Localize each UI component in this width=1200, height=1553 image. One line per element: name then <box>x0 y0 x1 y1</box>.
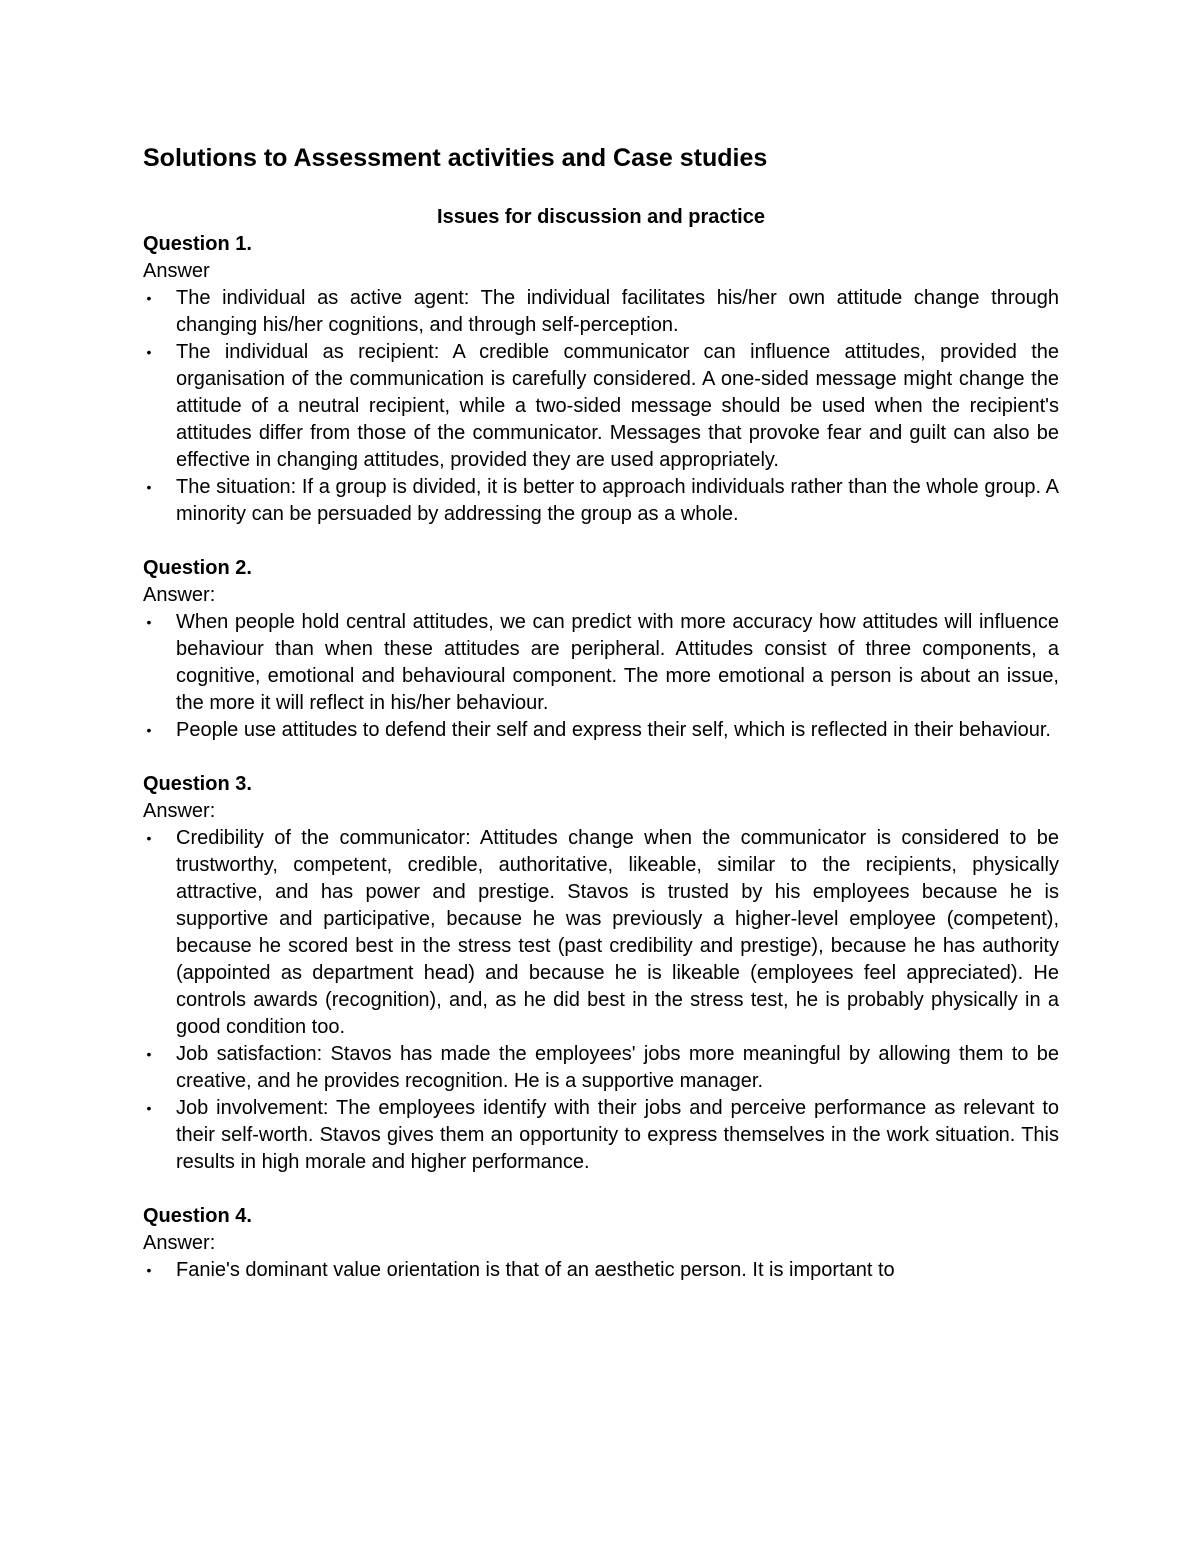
question-heading: Question 1. <box>143 233 252 255</box>
bullet-text: Job involvement: The employees identify with their jobs and perceive performance as relevant to their self-worth. Stavos gives them an opportunity to express themselves in the work situation. This results in high morale and higher performance. <box>176 1097 1059 1173</box>
question-2 <box>143 555 1059 744</box>
bullet-icon: • <box>146 479 152 495</box>
answer-label: Answer: <box>143 800 216 822</box>
bullet-icon: • <box>146 1262 152 1278</box>
answer-bullet <box>143 285 1059 339</box>
bullet-text: The individual as active agent: The individual facilitates his/her own attitude change through changing his/her cognitions, and through self-perception. <box>176 287 1059 336</box>
answer-bullet <box>143 474 1059 528</box>
bullet-icon: • <box>146 830 152 846</box>
answer-label: Answer <box>143 260 210 282</box>
question-3 <box>143 771 1059 1176</box>
answer-bullet <box>143 825 1059 1041</box>
answer-label: Answer: <box>143 584 216 606</box>
bullet-text: The situation: If a group is divided, it is better to approach individuals rather than the whole group. A minority can be persuaded by addressing the group as a whole. <box>176 476 1059 525</box>
bullet-icon: • <box>146 1046 152 1062</box>
bullet-icon: • <box>146 722 152 738</box>
bullet-icon: • <box>146 344 152 360</box>
answer-bullet <box>143 1041 1059 1095</box>
bullet-icon: • <box>146 614 152 630</box>
paragraph-spacer <box>143 744 1059 771</box>
answer-label: Answer: <box>143 1232 216 1254</box>
bullet-text: When people hold central attitudes, we can predict with more accuracy how attitudes will influence behaviour than when these attitudes are peripheral. Attitudes consist of three components, a cognitive, emotional and behavioural component. The more emotional a person is about an issue, the more it will reflect in his/her behaviour. <box>176 611 1059 714</box>
paragraph-spacer <box>143 1176 1059 1203</box>
answer-bullet <box>143 339 1059 474</box>
answer-list <box>143 285 1059 528</box>
question-heading: Question 3. <box>143 773 252 795</box>
answer-list <box>143 609 1059 744</box>
question-1 <box>143 231 1059 528</box>
bullet-icon: • <box>146 290 152 306</box>
section-subtitle: Issues for discussion and practice <box>437 206 765 228</box>
document-page <box>143 140 1059 1284</box>
bullet-text: Job satisfaction: Stavos has made the employees' jobs more meaningful by allowing them to be creative, and he provides recognition. He is a supportive manager. <box>176 1043 1059 1092</box>
paragraph-spacer <box>143 528 1059 555</box>
bullet-text: The individual as recipient: A credible communicator can influence attitudes, provided the organisation of the communication is carefully considered. A one-sided message might change the attitude of a neutral recipient, while a two-sided message should be used when the recipient's attitudes differ from those of the communicator. Messages that provoke fear and guilt can also be effective in changing attitudes, provided they are used appropriately. <box>176 341 1059 471</box>
bullet-text: Credibility of the communicator: Attitudes change when the communicator is considered to be trustworthy, competent, credible, authoritative, likeable, similar to the recipients, physically attractive, and has power and prestige. Stavos is trusted by his employees because he is supportive and participative, because he was previously a higher-level employee (competent), because he scored best in the stress test (past credibility and prestige), because he has authority (appointed as department head) and because he is likeable (employees feel appreciated). He controls awards (recognition), and, as he did best in the stress test, he is probably physically in a good condition too. <box>176 827 1059 1038</box>
answer-bullet <box>143 1257 1059 1284</box>
bullet-text: People use attitudes to defend their self and express their self, which is reflected in their behaviour. <box>176 719 1051 741</box>
document-title: Solutions to Assessment activities and Case studies <box>143 144 768 172</box>
question-heading: Question 2. <box>143 557 252 579</box>
question-4 <box>143 1203 1059 1284</box>
bullet-text: Fanie's dominant value orientation is that of an aesthetic person. It is important to <box>176 1259 895 1281</box>
answer-list <box>143 825 1059 1176</box>
answer-bullet <box>143 609 1059 717</box>
bullet-icon: • <box>146 1100 152 1116</box>
question-heading: Question 4. <box>143 1205 252 1227</box>
answer-bullet <box>143 1095 1059 1176</box>
answer-list <box>143 1257 1059 1284</box>
answer-bullet <box>143 717 1059 744</box>
